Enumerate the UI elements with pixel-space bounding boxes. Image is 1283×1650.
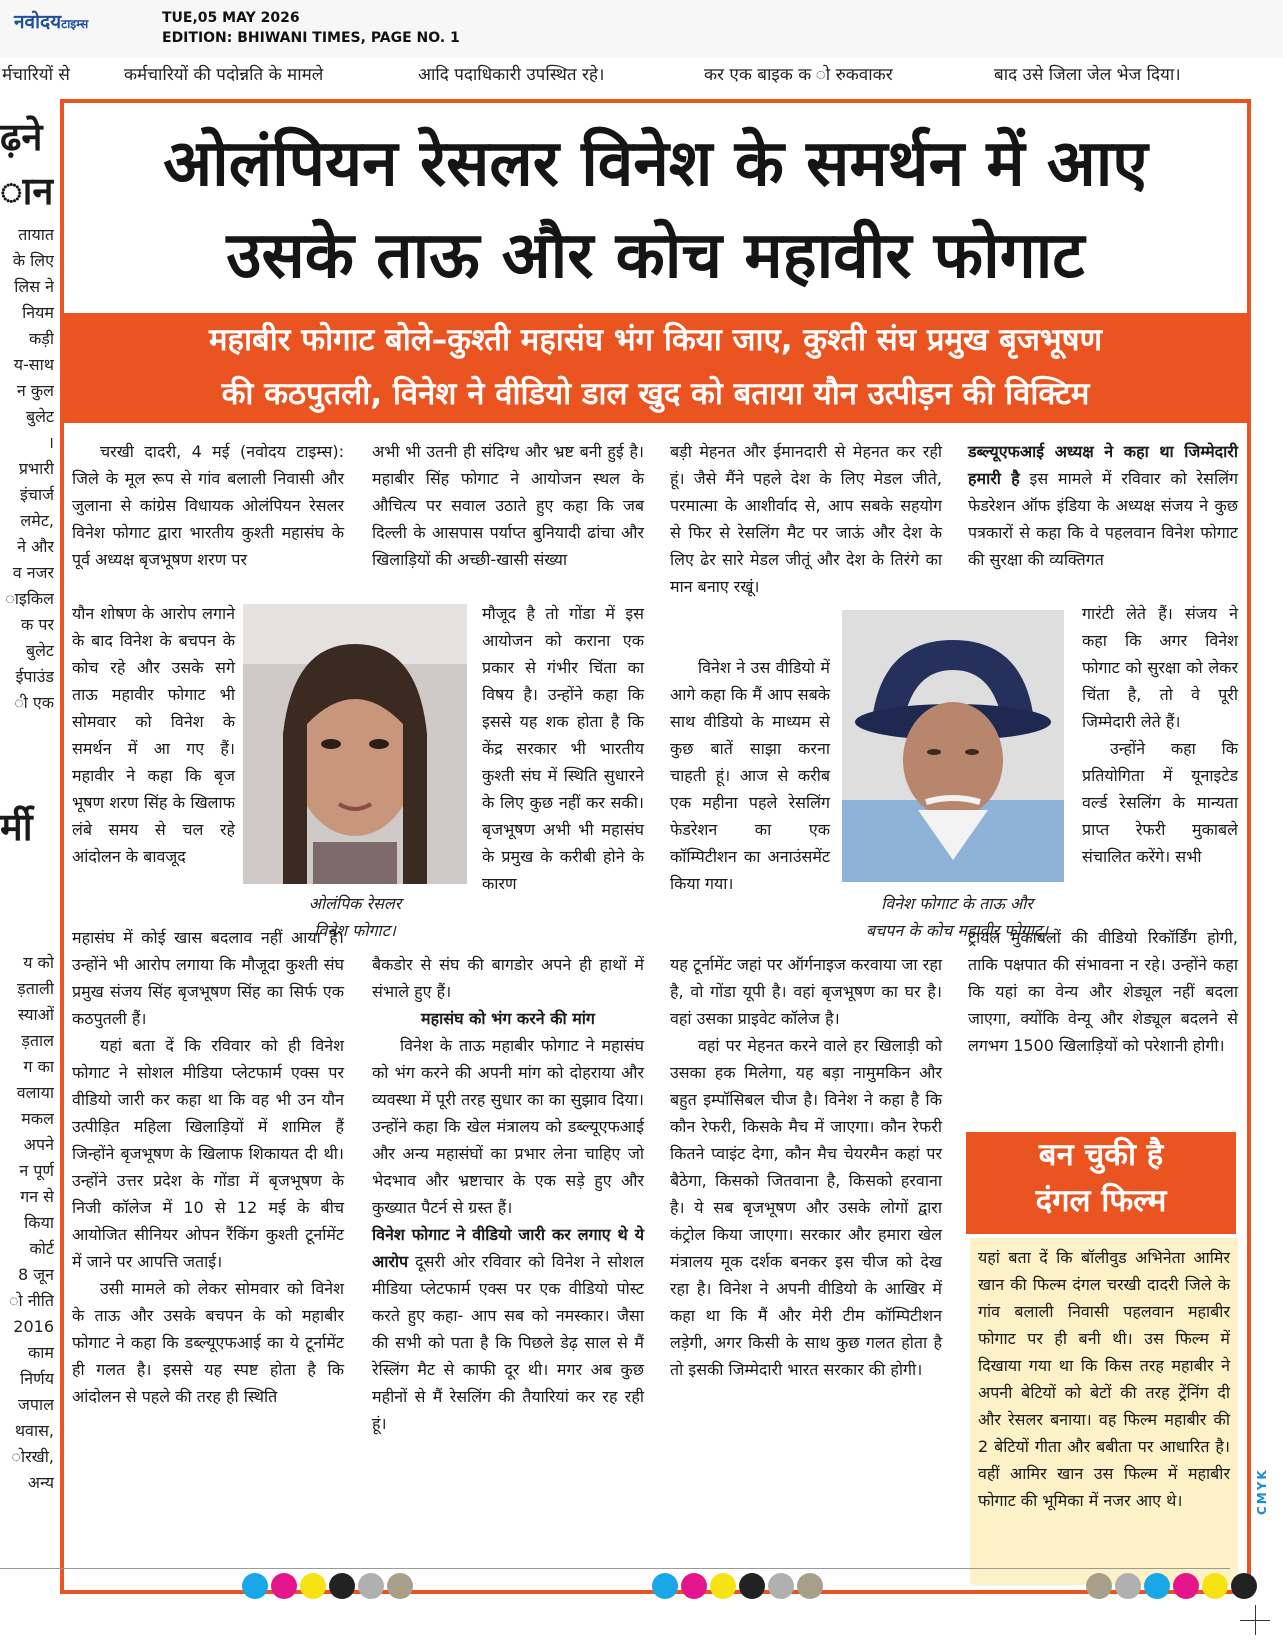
article-column-2-wrap: [482, 600, 644, 897]
top-strip-text: कर एक बाइक क ो रुकवाकर: [704, 65, 893, 85]
fragment-line: ईपाउंड: [15, 667, 54, 686]
page-headline: ओलंपियन रेसलर विनेश के समर्थन में आए उसके ताऊ और कोच महावीर फोगाट: [163, 127, 1148, 293]
fragment-line: ाइकिल: [5, 589, 54, 608]
fragment-line: कड़ी: [29, 329, 54, 348]
fragment-line: इंचार्ज: [19, 485, 54, 504]
fragment-line: क पर: [20, 615, 54, 634]
paragraph: विनेश फोगाट ने वीडियो जारी कर लगाए थे ये आरोप दूसरी ओर रविवार को विनेश ने सोशल मीडिया प्लेटफार्म एक्स पर एक वीडियो पोस्ट करते हुए कहा- आप सब को नमस्कार। जैसा की सभी को पता है कि पिछले डेढ़ साल से मैं रेस्लिंग मैट से काफी दूर थी। मगर अब कुछ महीनों से मैं रेसलिंग की तैयारियां कर रह रही हूं।: [372, 1225, 644, 1433]
registration-dot: [739, 1573, 765, 1599]
fragment-line: व नजर: [12, 563, 54, 582]
adjacent-column-fragment: [0, 950, 54, 1496]
sub-headline: महाबीर फोगाट बोले–कुश्ती महासंघ भंग किया जाए, कुश्ती संघ प्रमुख बृजभूषण की कठपुतली, विनेश ने वीडियो डाल खुद को बताया यौन उत्पीड़न की विक्टिम: [64, 313, 1247, 423]
paragraph: बड़ी मेहनत और ईमानदारी से मेहनत कर रही हूं। जैसे मैंने पहले देश के लिए मेडल जीते, परमात्मा के आशीर्वाद से, आप सबके सहयोग से फिर से रेसलिंग मैट पर जाऊं और देश के लिए ढेर सारे मेडल जीतूं और देश के तिरंगे का मान बनाए रखूं।: [670, 442, 942, 596]
sidebar-title: बन चुकी है दंगल फिल्म: [966, 1132, 1236, 1234]
edition-bar: [0, 0, 1283, 58]
registration-dot: [768, 1573, 794, 1599]
paragraph: उसी मामले को लेकर सोमवार को विनेश के ताऊ और उसके बचपन के को महाबीर फोगाट ने कहा कि डब्ल्यूएफआई का ये टूर्नामेंट ही गलत है। इससे यह स्पष्ट होता है कि आंदोलन से पहले की तरह ही स्थिति: [72, 1279, 344, 1406]
registration-dot: [1231, 1573, 1257, 1599]
fragment-line: काम: [27, 1343, 54, 1362]
fragment-line: नियम: [22, 303, 54, 322]
fragment-line: न पूर्ण: [19, 1161, 54, 1180]
subhead: महासंघ को भंग करने की मांग: [421, 1009, 595, 1028]
fragment-line: ।: [47, 433, 54, 452]
edition-date: TUE,05 MAY 2026: [162, 10, 300, 26]
fragment-line: ी एक: [14, 693, 54, 712]
registration-dot: [242, 1573, 268, 1599]
registration-dot: [1115, 1573, 1141, 1599]
article-column-2-cont: [372, 951, 644, 1437]
portrait-image: [842, 610, 1064, 882]
fragment-line: य-साथ: [13, 355, 54, 374]
fragment-line: स्याओं: [17, 1005, 54, 1024]
article-column-3: [670, 438, 942, 600]
paragraph: अभी भी उतनी ही संदिग्ध और भ्रष्ट बनी हुई है। महाबीर सिंह फोगाट ने आयोजन स्थल के औचित्य पर सवाल उठाते हुए कहा कि जब दिल्ली के आसपास पर्याप्त बुनियादी ढांचा और खिलाड़ियों की अच्छी-खासी संख्या: [372, 442, 644, 569]
registration-dot: [271, 1573, 297, 1599]
fragment-line: बुलेट: [25, 407, 54, 426]
subhead-inline: डब्ल्यूएफआई अध्यक्ष ने कहा था जिम्मेदारी हमारी है: [968, 442, 1238, 488]
registration-dot: [1144, 1573, 1170, 1599]
paragraph: महासंघ में कोई खास बदलाव नहीं आया है। उन्होंने भी आरोप लगाया कि मौजूदा कुश्ती संघ प्रमुख संजय सिंह बृजभूषण सिंह का सिर्फ एक कठपुतली हैं।: [72, 928, 344, 1028]
top-strip-text: आदि पदाधिकारी उपस्थित रहे।: [418, 65, 605, 85]
adjacent-headline-fragment: र्मी: [0, 805, 33, 849]
fragment-line: के लिए: [12, 251, 54, 270]
photo-caption: ओलंपिक रेसलर विनेश फोगाट।: [308, 894, 402, 940]
article-column-3-wrap: [670, 654, 830, 897]
article-column-4: [968, 438, 1238, 573]
fragment-line: थवास,: [14, 1421, 54, 1440]
photo-caption: विनेश फोगाट के ताऊ और बचपन के कोच महावीर फोगाट।: [865, 894, 1049, 940]
paragraph: विनेश ने उस वीडियो में आगे कहा कि मैं आप सबके साथ वीडियो के माध्यम से कुछ बातें साझा करना चाहती हूं। आज से करीब एक महीना पहले रेसलिंग फेडरेशन का एक कॉम्पिटीशन का अनाउंसमेंट किया गया।: [670, 658, 830, 893]
edition-info: [162, 8, 460, 48]
fragment-line: मकल: [21, 1109, 54, 1128]
fragment-line: 2016: [13, 1317, 54, 1336]
top-strip-text: बाद उसे जिला जेल भेज दिया।: [994, 65, 1181, 85]
paragraph: डब्ल्यूएफआई अध्यक्ष ने कहा था जिम्मेदारी हमारी है इस मामले में रविवार को रेसलिंग फेडरेशन ऑफ इंडिया के अध्यक्ष संजय ने कुछ पत्रकारों से कहा कि वे पहलवान विनेश फोगाट की सुरक्षा की व्यक्तिगत: [968, 442, 1238, 569]
adjacent-column-fragment: [0, 222, 54, 716]
registration-dot: [710, 1573, 736, 1599]
article-column-1-wrap: [72, 600, 235, 870]
paragraph: यहां बता दें कि रविवार को ही विनेश फोगाट ने सोशल मीडिया प्लेटफार्म एक्स पर वीडियो जारी कर कहा था कि वह भी उन यौन उत्पीड़ित महिला खिलाड़ियों में शामिल हैं जिन्होंने बृजभूषण के खिलाफ शिकायत दी थी। उन्होंने उत्तर प्रदेश के गोंडा में बृजभूषण के निजी कॉलेज में 10 से 12 मई के बीच आयोजित सीनियर ओपन रैंकिंग कुश्ती टूर्नामेंट में जाने पर आपत्ति जताई।: [72, 1036, 344, 1271]
subhead-inline: विनेश फोगाट ने वीडियो जारी कर लगाए थे ये आरोप: [372, 1225, 644, 1271]
print-mark: CMYK: [1255, 1468, 1269, 1515]
fragment-line: ने और: [17, 537, 54, 556]
photo-mahavir-phogat: [842, 610, 1064, 882]
paragraph: ट्रायल मुकाबलों की वीडियो रिकॉर्डिंग होगी, ताकि पक्षपात की संभावना न रहे। उन्होंने कहा कि यहां का वेन्य और शेड्यूल नहीं बदला जाएगा, क्योंकि वेन्यू और शेड्यूल बदलने से लगभग 1500 खिलाड़ियों को परेशानी होगी।: [968, 928, 1238, 1055]
crop-mark: [1255, 1605, 1256, 1635]
fragment-line: प्रभारी: [18, 459, 54, 478]
fragment-line: 8 जून: [17, 1265, 54, 1284]
article-column-1: [72, 438, 344, 573]
portrait-image: [243, 604, 467, 884]
registration-dot: [387, 1573, 413, 1599]
sidebar-text: यहां बता दें कि बॉलीवुड अभिनेता आमिर खान की फिल्म दंगल चरखी दादरी जिले के गांव बलाली निवासी पहलवान महाबीर फोगाट पर ही बनी थी। उस फिल्म में दिखाया गया था कि किस तरह महाबीर ने अपनी बेटियों को बेटों की तरह ट्रेंनिंग दी और रेसलर बनाया। वह फिल्म महाबीर की 2 बेटियों गीता और बबीता पर आधारित है। वहीं आमिर खान उस फिल्म में महाबीर फोगाट की भूमिका में नजर आए थे।: [978, 1248, 1230, 1510]
registration-dot: [329, 1573, 355, 1599]
registration-dot: [1086, 1573, 1112, 1599]
paragraph: यौन शोषण के आरोप लगाने के बाद विनेश के बचपन के कोच रहे और उसके सगे ताऊ महावीर फोगाट भी सोमवार को विनेश के समर्थन में आ गए हैं। महावीर ने कहा कि बृज भूषण शरण सिंह के खिलाफ लंबे समय से चल रहे आंदोलन के बावजूद: [72, 604, 235, 866]
article-column-2: [372, 438, 644, 573]
fragment-line: गन से: [20, 1187, 54, 1206]
divider: [0, 1568, 1230, 1569]
registration-dot: [652, 1573, 678, 1599]
registration-dot: [358, 1573, 384, 1599]
article-column-4-wrap: [1082, 600, 1238, 870]
paragraph: मौजूद है तो गोंडा में इस आयोजन को कराना एक प्रकार से गंभीर चिंता का विषय है। उन्होंने कहा कि इससे यह शक होता है कि केंद्र सरकार भी भारतीय कुश्ती संघ में स्थिति सुधारने के लिए कुछ नहीं कर सकी। बृजभूषण अभी भी महासंघ के प्रमुख के करीबी होने के कारण: [482, 604, 644, 893]
newspaper-logo[interactable]: नवोदयटाइम्स: [14, 11, 89, 33]
fragment-line: लमेट,: [20, 511, 54, 530]
fragment-line: ो नीति: [8, 1291, 54, 1310]
fragment-line: जपाल: [18, 1395, 54, 1414]
fragment-line: अपने: [23, 1135, 54, 1154]
fragment-line: किया: [24, 1213, 54, 1232]
paragraph: बैकडोर से संघ की बागडोर अपने ही हाथों में संभाले हुए हैं।: [372, 955, 644, 1001]
fragment-line: ोरखी,: [11, 1447, 54, 1466]
registration-dot: [1202, 1573, 1228, 1599]
fragment-line: वलाया: [16, 1083, 54, 1102]
article-column-1-cont: [72, 924, 344, 1410]
fragment-line: बुलेट: [25, 641, 54, 660]
fragment-line: लिस ने: [14, 277, 54, 296]
paragraph: वहां पर मेहनत करने वाले हर खिलाड़ी को उसका हक मिलेगा, यह बड़ा नामुमकिन और बहुत इम्पॉसिबल चीज है। विनेश ने कहा है कि कौन रेफरी, किसके मैच में जाएगा। कौन रेफरी कितने प्वाइंट देगा, कौन मैच चेयरमैन कहां पर बैठेगा, किसको जितवाना है, किसको हरवाना है। ये सब बृजभूषण और उसके लोगों द्वारा कंट्रोल किया जाएगा। सरकार और हमारा खेल मंत्रालय मूक दर्शक बनकर इस चीज को देख रहा है। विनेश ने अपनी वीडियो के आखिर में कहा था कि मैं और मेरी टीम कॉम्पिटीशन लड़ेगी, अगर किसी के साथ कुछ गलत होता है तो इसकी जिम्मेदारी भारत सरकार की होगी।: [670, 1036, 942, 1379]
paragraph: गारंटी लेते हैं। संजय ने कहा कि अगर विनेश फोगाट को सुरक्षा को लेकर चिंता है, तो वे पूरी जिम्मेदारी लेते हैं।: [1082, 604, 1238, 731]
top-strip-text: र्मचारियों से: [2, 65, 70, 85]
paragraph: उन्होंने कहा कि प्रतियोगिता में यूनाइटेड वर्ल्ड रेसलिंग के मान्यता प्राप्त रेफरी मुकाबले संचालित करेंगे। सभी: [1082, 739, 1238, 866]
article-column-4-cont: [968, 924, 1238, 1059]
paragraph: चरखी दादरी, 4 मई (नवोदय टाइम्स): जिले के मूल रूप से गांव बलाली निवासी और जुलाना से कांग्रेस विधायक ओलंपियन रेसलर विनेश फोगाट द्वारा भारतीय कुश्ती महासंघ के पूर्व अध्यक्ष बृजभूषण शरण पर: [72, 442, 344, 569]
fragment-line: ग का: [23, 1057, 54, 1076]
adjacent-headline-fragment: ढ़ने ान: [0, 115, 54, 213]
photo-vinesh-phogat: [243, 604, 467, 884]
paragraph: विनेश के ताऊ महाबीर फोगाट ने महासंघ को भंग करने की अपनी मांग को दोहराया और व्यवस्था में पूरी तरह सुधार का का सुझाव दिया। उन्होंने कहा कि खेल मंत्रालय को डब्ल्यूएफआई और अन्य महासंघों का प्रभार लेना चाहिए जो भेदभाव और भ्रष्टाचार के एक सड़े हुए और कुख्यात पैटर्न से ग्रस्त हैं।: [372, 1036, 644, 1217]
fragment-line: अन्य: [27, 1473, 54, 1492]
sidebar-box: [970, 1238, 1238, 1585]
fragment-line: कोर्ट: [29, 1239, 54, 1258]
fragment-line: ड़ताली: [17, 979, 54, 998]
article-column-3-cont: [670, 951, 942, 1383]
edition-page: EDITION: BHIWANI TIMES, PAGE NO. 1: [162, 30, 460, 46]
registration-dot: [797, 1573, 823, 1599]
fragment-line: ड़ताल: [21, 1031, 54, 1050]
fragment-line: य को: [23, 953, 54, 972]
fragment-line: तायात: [18, 225, 54, 244]
fragment-line: निर्णय: [20, 1369, 54, 1388]
paragraph: यह टूर्नामेंट जहां पर ऑर्गनाइज करवाया जा रहा है, वो गोंडा यूपी है। वहां बृजभूषण का घर है। वहां उसका प्राइवेट कॉलेज है।: [670, 955, 942, 1028]
top-strip-text: कर्मचारियों की पदोन्नति के मामले: [124, 65, 324, 85]
registration-dot: [1173, 1573, 1199, 1599]
registration-dot: [300, 1573, 326, 1599]
fragment-line: न कुल: [16, 381, 54, 400]
registration-dot: [681, 1573, 707, 1599]
